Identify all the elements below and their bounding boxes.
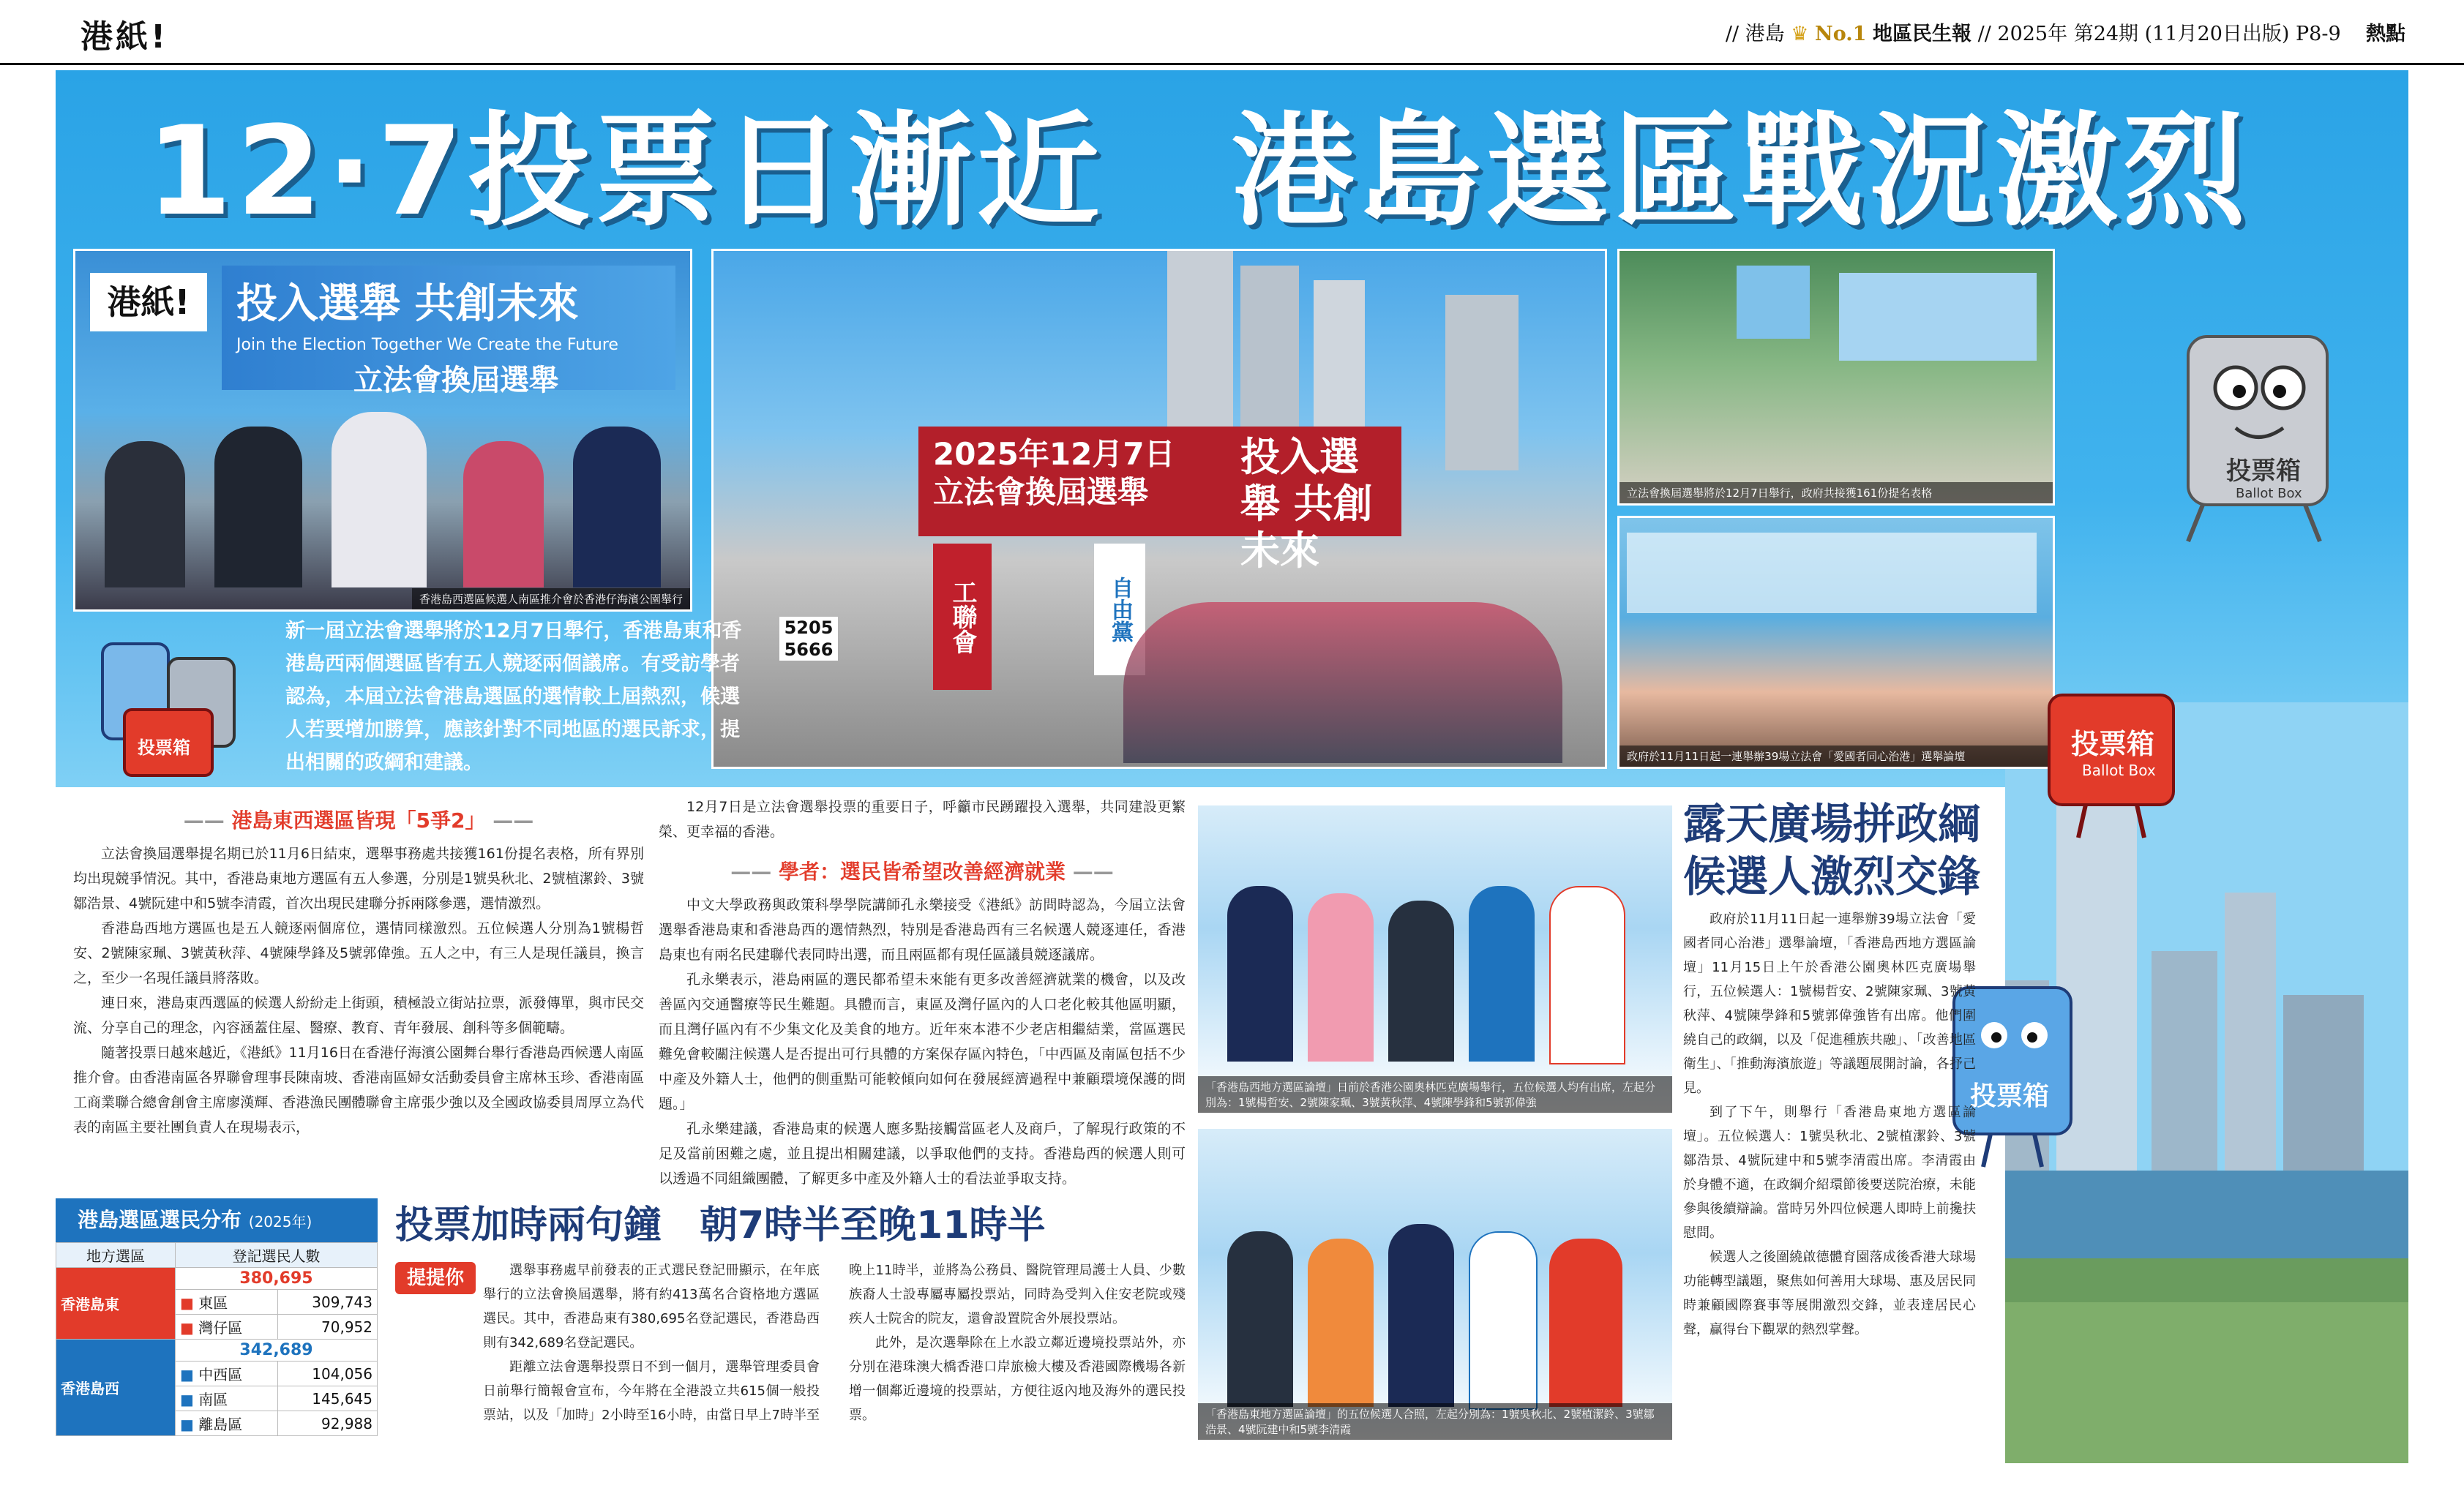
section2-title-text: 學者：選民皆希望改善經濟就業: [778, 860, 1066, 884]
section4-para-1: 選舉事務處早前發表的正式選民登記冊顯示，在年底舉行的立法會換屆選舉，將有約413萬名合資格地方選區選民。其中，香港島東有380,695名登記選民，香港島西則有342,689名登記選民。: [483, 1263, 820, 1351]
section2-lead-para: 12月7日是立法會選舉投票的重要日子，呼籲市民踴躍投入選舉，共同建設更繁榮、更幸福的香港。: [659, 799, 1186, 840]
west-row-1-name: ■ 中西區: [176, 1362, 278, 1386]
pub-prefix: // 港島: [1725, 23, 1785, 45]
voter-table-title: [56, 1198, 378, 1242]
people-row: [105, 412, 661, 587]
photo-stage-caption: 香港島西選區候選人南區推介會於香港仔海濱公園舉行: [412, 588, 690, 609]
photo-forum-crowd: [1617, 516, 2055, 769]
section3-body: [1683, 907, 1976, 1449]
east-row-1-value: 309,743: [277, 1290, 377, 1315]
boat-banner-text: 2025年12月7日 立法會換屆選舉: [933, 436, 1175, 510]
stage-banner-sub: 立法會換屆選舉: [353, 364, 558, 397]
east-row-1-name: ■ 東區: [176, 1290, 278, 1315]
west-district-name: 香港島西: [56, 1340, 176, 1436]
masthead: [1726, 18, 2405, 46]
voter-table-col1: 地方選區: [56, 1243, 176, 1268]
photo-forum-crowd-caption: 政府於11月11日起一連舉辦39場立法會「愛國者同心治港」選舉論壇: [1619, 746, 2053, 767]
east-row-2-name: ■ 灣仔區: [176, 1315, 278, 1340]
grey-ballot-box-mascot-icon: [2159, 307, 2364, 549]
crowd: [1123, 602, 1562, 763]
stage-banner-en: Join the Election Together We Create the Future: [236, 336, 618, 354]
section2-lead: [659, 795, 1186, 853]
boat-banner-text2: 投入選舉 共創未來: [1240, 434, 1373, 574]
section1-para-1: 立法會換屆選舉提名期已於11月6日結束，選舉事務處共接獲161份提名表格，所有界別均出現競爭情況。其中，香港島東地方選區有五人參選，分別是1號吳秋北、2號植潔鈴、3號鄒浩景、4號阮建中和5號李清霞，首次出現民建聯分拆兩隊參選，選情激烈。: [73, 846, 644, 912]
mascot-label: 投票箱: [2226, 457, 2301, 486]
section2-body: [659, 893, 1186, 1185]
section4-para-3: 此外，是次選舉除在上水設立鄰近邊境投票站外，亦分別在港珠澳大橋香港口岸旅檢大樓及香港國際機場各新增一個鄰近邊境的投票站，方便往返內地及海外的選民投票。: [849, 1335, 1186, 1423]
voter-table: [56, 1242, 378, 1436]
svg-text:投票箱: 投票箱: [1970, 1081, 2050, 1111]
photo-entrance-caption: 立法會換屆選舉將於12月7日舉行，政府共接獲161份提名表格: [1619, 482, 2053, 503]
east-row-2-name-text: 灣仔區: [198, 1319, 243, 1337]
section3-title: 露天廣場拼政綱 候選人激烈交鋒: [1683, 799, 1981, 901]
photo-west-candidates: [1196, 803, 1674, 1115]
sign-union: 工聯會: [933, 544, 992, 690]
ballot-box-mascot-group-icon: [80, 629, 278, 783]
east-total-value: 380,695: [239, 1269, 313, 1288]
section1-title: —— 港島東西選區皆現「5爭2」 ——: [183, 808, 534, 833]
section3-para-3: 候選人之後圍繞啟德體育園落成後香港大球場功能轉型議題，聚焦如何善用大球場、惠及居民同時兼顧國際賽事等展開激烈交鋒，並表達居民心聲，贏得台下觀眾的熱烈掌聲。: [1683, 1250, 1976, 1337]
west-total-value: 342,689: [239, 1341, 313, 1359]
stage-logo: 港紙!: [90, 273, 207, 331]
section1-para-4: 隨著投票日越來越近，《港紙》11月16日在香港仔海濱公園舞台舉行香港島西候選人南區推介會。由香港南區各界聯會理事長陳南坡、香港南區婦女活動委員會主席林玉珍、香港南區工商業聯合總會創會主席廖漢輝、香港漁民團體聯會主席張少強以及全國政協委員周厚立為代表的南區主要社團負責人在現場表示，: [73, 1045, 644, 1135]
photo-west-caption: 「香港島西地方選區論壇」日前於香港公園奧林匹克廣場舉行，五位候選人均有出席，左起分別為：1號楊哲安、2號陳家珮、3號黃秋萍、4號陳學鋒和5號郭偉強: [1198, 1076, 1672, 1113]
west-row-2-name-text: 南區: [198, 1391, 228, 1408]
section1-title-text: 港島東西選區皆現「5爭2」: [231, 808, 486, 833]
voter-table-title-text: 港島選區選民分布: [78, 1208, 242, 1232]
east-total: [176, 1268, 378, 1290]
crown-icon: ♛: [1791, 23, 1809, 45]
east-row-1-name-text: 東區: [198, 1294, 228, 1312]
photo-stage-event: [73, 249, 692, 612]
photo-east-candidates: [1196, 1127, 1674, 1442]
intro-paragraph: 新一屆立法會選舉將於12月7日舉行，香港島東和香港島西兩個選區皆有五人競逐兩個議席。有受訪學者認為，本屆立法會港島選區的選情較上屆熱烈，候選人若要增加勝算，應該針對不同地區的選民訴求，提出相關的政綱和建議。: [285, 620, 742, 774]
photo-boat-banner: [711, 249, 1607, 769]
east-row-2-value: 70,952: [277, 1315, 377, 1340]
west-row-1-value: 104,056: [277, 1362, 377, 1386]
section2-para-1: 中文大學政務與政策科學學院講師孔永樂接受《港紙》訪問時認為，今屆立法會選舉香港島東和香港島西的選情熱烈，特別是香港島西有三名候選人競逐連任，香港島東也有兩名民建聯代表同時出選，而且兩區都有現任區議員競逐議席。: [659, 897, 1186, 963]
brand-logo: 港紙!: [80, 18, 169, 56]
section2-para-2: 孔永樂表示，港島兩區的選民都希望未來能有更多改善經濟就業的機會，以及改善區內交通醫療等民生難題。具體而言，東區及灣仔區內的人口老化較其他區明顯，而且灣仔區內有不少集文化及美食的地方。近年來本港不少老店相繼結業，當區選民難免會較關注候選人是否提出可行具體的方案保存區內特色，「中西區及南區包括不少中產及外籍人士，他們的側重點可能較傾向如何在發展經濟過程中兼顧環境保護的問題。」: [659, 972, 1186, 1112]
section4-title: 投票加時兩句鐘 朝7時半至晚11時半: [395, 1203, 1046, 1247]
boat-red-banner: [918, 427, 1401, 574]
svg-text:投票箱: 投票箱: [2071, 728, 2155, 760]
section4-body: [483, 1258, 1186, 1452]
west-row-3-value: 92,988: [277, 1411, 377, 1436]
photo-entrance: [1617, 249, 2055, 506]
west-row-3-name: ■ 離島區: [176, 1411, 278, 1436]
section2-title: —— 學者：選民皆希望改善經濟就業 ——: [730, 860, 1114, 884]
mascot-label-en: Ballot Box: [2236, 486, 2302, 501]
section3-para-1: 政府於11月11日起一連舉辦39場立法會「愛國者同心治港」選舉論壇，「香港島西地方選區論壇」11月15日上午於香港公園奧林匹克廣場舉行，五位候選人：1號楊哲安、2號陳家珮、3號黃秋萍、4號陳學鋒和5號郭偉強皆有出席。他們圍繞自己的政綱，以及「促進種族共融」、「改善地區衛生」、「推動海濱旅遊」等議題展開討論，各抒己見。: [1683, 912, 1976, 1096]
boat-number: 5205 5666: [779, 617, 838, 661]
section1-body: [73, 841, 644, 1185]
pub-issue: // 2025年 第24期 (11月20日出版) P8-9: [1977, 23, 2341, 45]
section4-para-2: 距離立法會選舉投票日不到一個月，選舉管理委員會日前舉行簡報會宣布，今年將在全港設立共615個一般投票站，以及「加時」2小時至16小時，由當日早上7時半至晚上11時半，並將為公務員、醫院管理局護士人員、少數族裔人士設專屬專屬投票站，同時為受判入住安老院或殘疾人士院舍的院友，還會設置院舍外展投票站。: [483, 1263, 1186, 1423]
east-district-name: 香港島東: [56, 1268, 176, 1340]
west-total: [176, 1340, 378, 1362]
top-bar: [0, 0, 2464, 65]
section2-para-3: 孔永樂建議，香港島東的候選人應多點接觸當區老人及商戶，了解現行政策的不足及當前困難之處，並且提出相關建議，以爭取他們的支持。香港島西的候選人則可以透過不同組織團體，了解更多中產及外籍人士的看法並爭取支持。: [659, 1121, 1186, 1185]
west-row-2-name: ■ 南區: [176, 1386, 278, 1411]
section3-para-2: 到了下午，則舉行「香港島東地方選區論壇」。五位候選人：1號吳秋北、2號植潔鈴、3號鄒浩景、4號阮建中和5號李清霞出席。李清霞由於身體不適，在政綱介紹環節後要送院治療，未能參與後續辯論。當時另外四位候選人即時上前攙扶慰問。: [1683, 1105, 1976, 1241]
section1-para-2: 香港島西地方選區也是五人競逐兩個席位，選情同樣激烈。五位候選人分別為1號楊哲安、2號陳家珮、3號黃秋萍、4號陳學鋒及5號郭偉強。五人之中，有三人是現任議員，換言之，至少一名現任議員將落敗。: [73, 920, 644, 986]
section1-para-3: 連日來，港島東西選區的候選人紛紛走上街頭，積極設立街站拉票，派發傳單，與市民交流、分享自己的理念，內容涵蓋住屋、醫療、教育、青年發展、創科等多個範疇。: [73, 995, 644, 1036]
voter-table-col2: 登記選民人數: [176, 1243, 378, 1268]
svg-text:投票箱: 投票箱: [138, 737, 190, 758]
sign-liberal: 自由黨: [1094, 544, 1145, 675]
photo-east-caption: 「香港島東地方選區論壇」的五位候選人合照，左起分別為：1號吳秋北、2號植潔鈴、3號鄒浩景、4號阮建中和5號李清霞: [1198, 1403, 1672, 1440]
main-headline: 12·7投票日漸近 港島選區戰況激烈: [146, 99, 2250, 243]
reminder-tag: 提提你: [395, 1262, 476, 1294]
stage-banner: [222, 266, 675, 397]
svg-text:Ballot Box: Ballot Box: [2082, 762, 2156, 779]
pub-rank: No.1: [1815, 23, 1867, 45]
west-row-2-value: 145,645: [277, 1386, 377, 1411]
west-row-1-name-text: 中西區: [198, 1366, 243, 1383]
west-row-3-name-text: 離島區: [198, 1416, 243, 1433]
section-label: 熱點: [2366, 23, 2405, 45]
voter-table-year: (2025年): [248, 1213, 312, 1231]
pub-name: 地區民生報: [1873, 23, 1972, 45]
stage-banner-title: 投入選舉 共創未來: [236, 280, 579, 328]
